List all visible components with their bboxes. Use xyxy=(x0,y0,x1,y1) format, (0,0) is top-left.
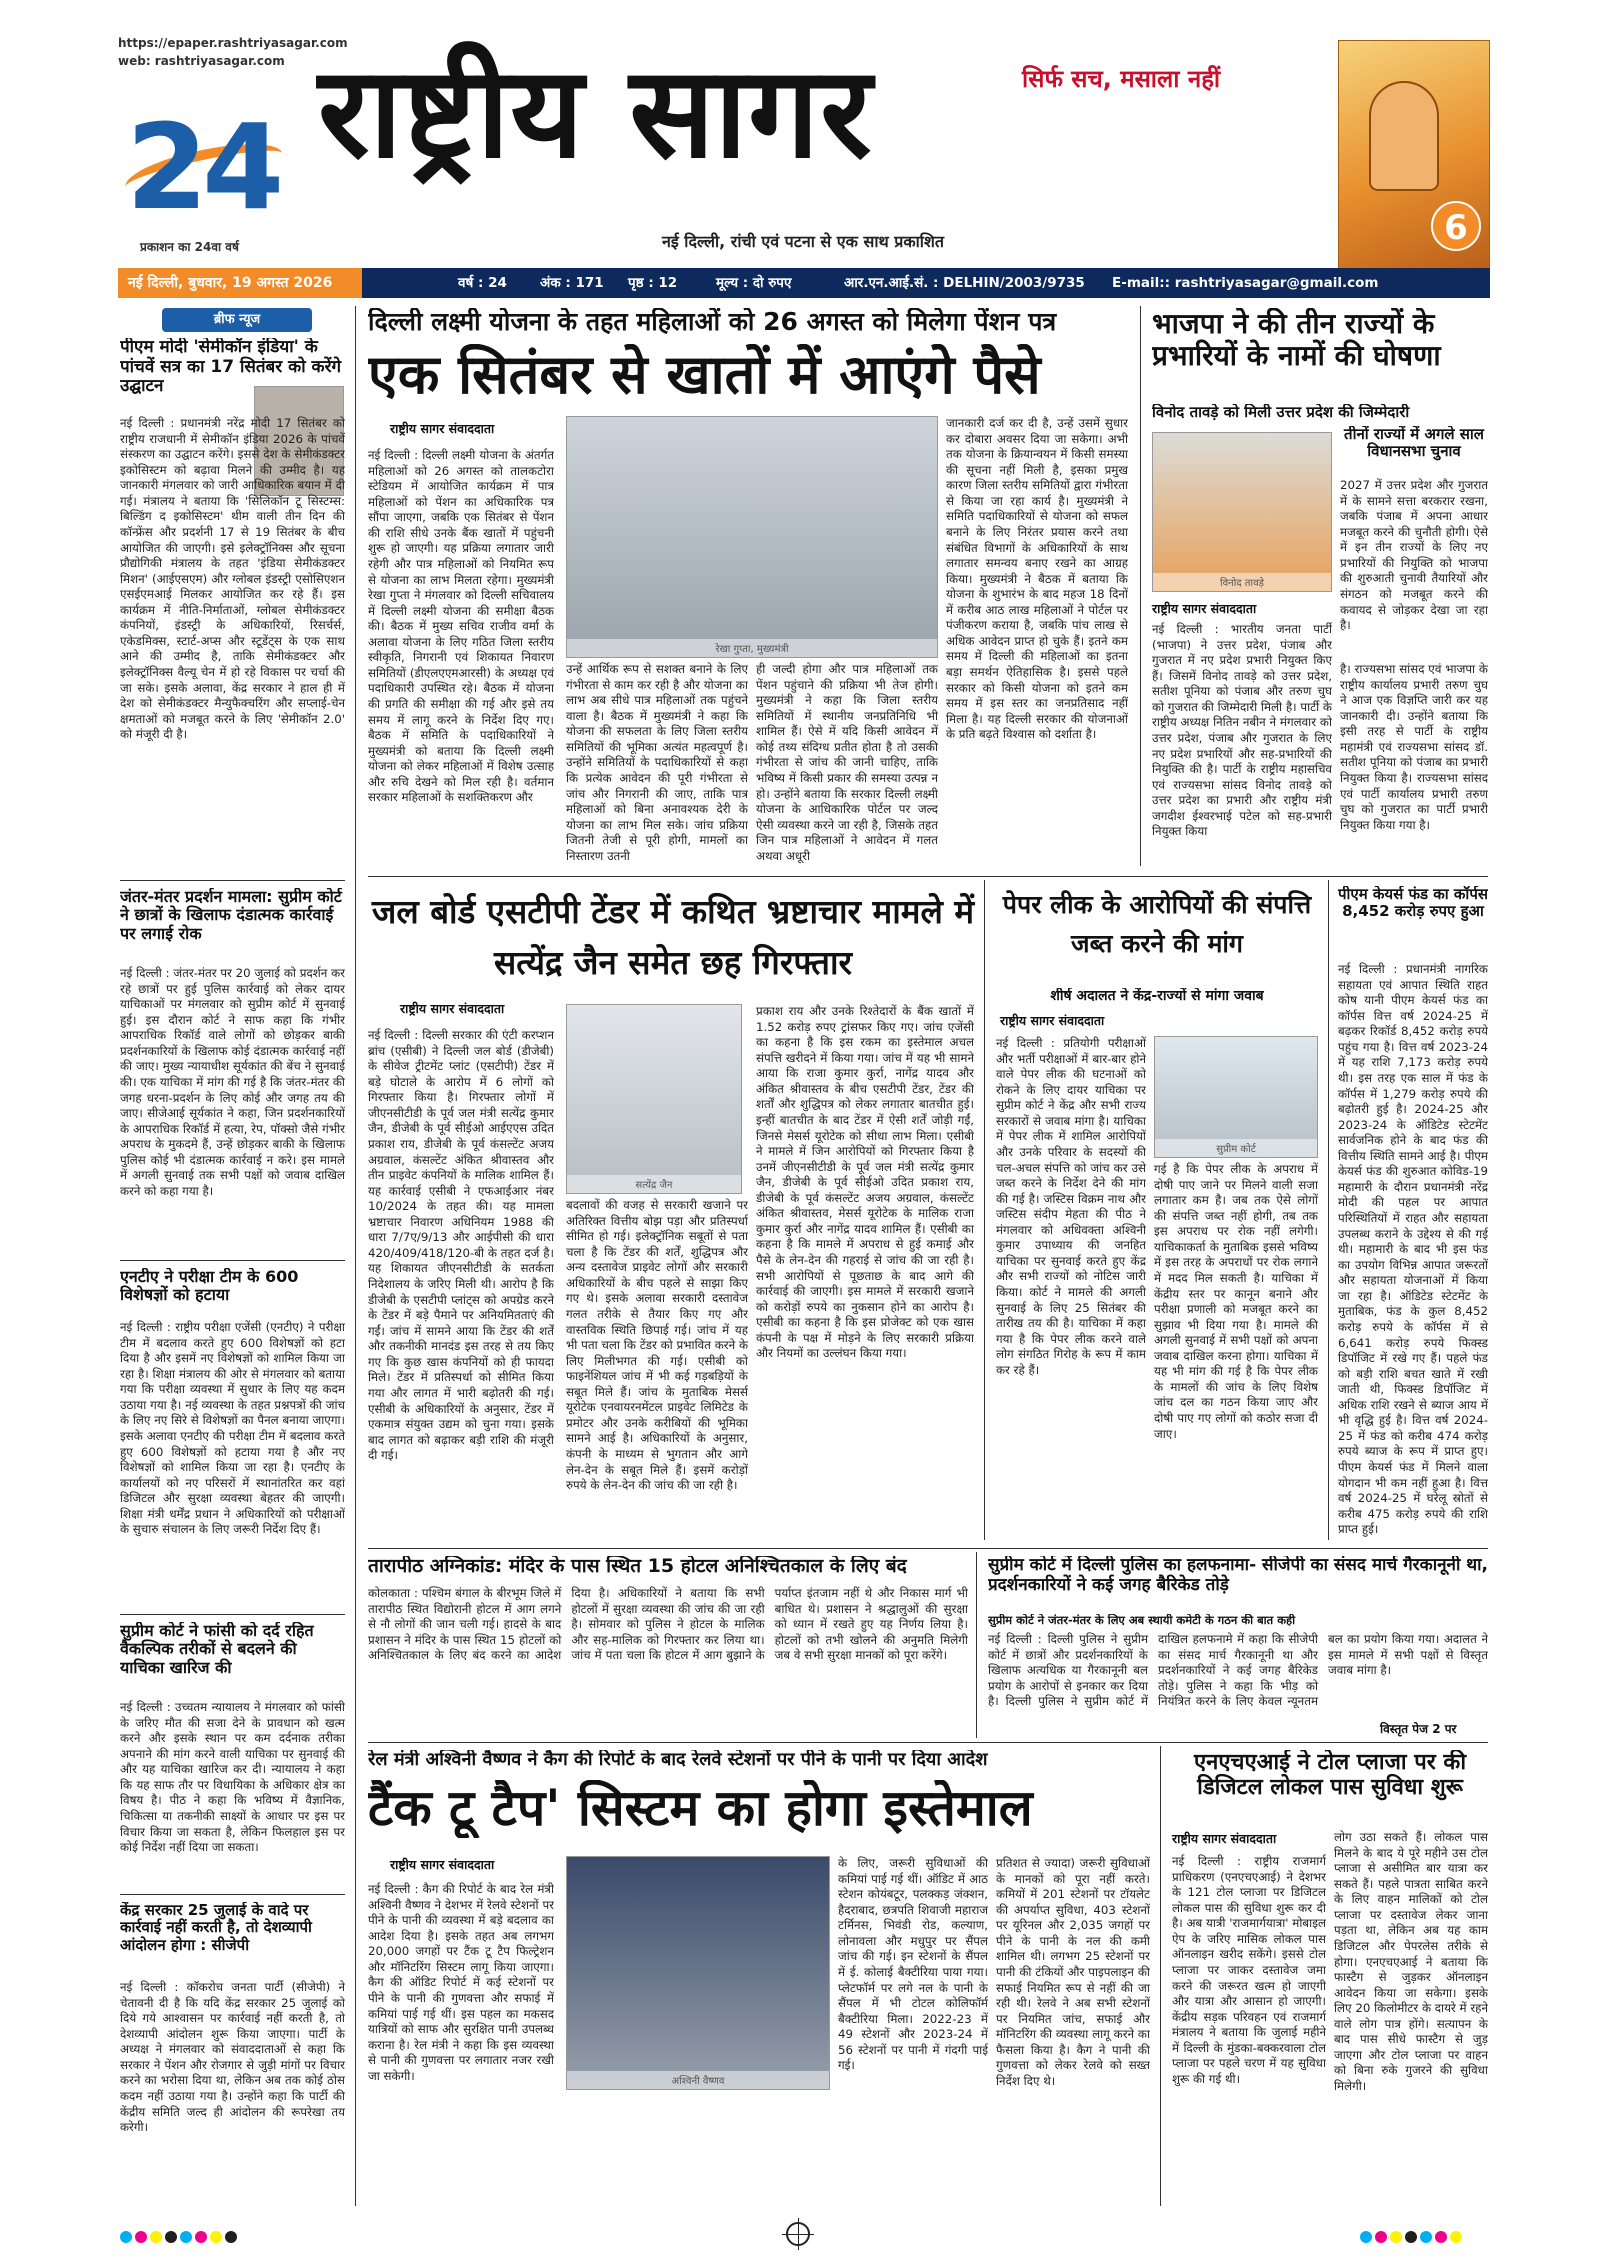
ad-number: 6 xyxy=(1431,201,1481,251)
jalboard-col-2: बदलावों की वजह से सरकारी खजाने पर अतिरिक्त वित्तीय बोझ पड़ा और प्रतिस्पर्धा सीमित हो गई। इलेक्ट्रॉनिक सबूतों से पता चला है कि टेंडर की शर्तें, शुद्धिपत्र और अन्य दस्तावेज प्राइवेट लोगों और सरकारी अधिकारियों के बीच पहले से साझा किए गए थे। इसके अलावा सरकारी दस्तावेज गलत तरीके से तैयार किए गए और वास्तविक स्थिति छिपाई गई। जांच में यह भी पता चला कि टेंडर को प्रभावित करने के लिए मिलीभगत की गई। एसीबी को फाइनेंशियल जांच में भी कई गड़बड़ियों के सबूत मिले हैं। जांच के मुताबिक मेसर्स यूरोटेक एनवायरनमेंटल प्राइवेट लिमिटेड के प्रमोटर और उनके करीबियों की भूमिका सामने आई है। अधिकारियों के अनुसार, कंपनी के माध्यम से भुगतान और आगे लेन-देन के सबूत मिले हैं। इसमें करोड़ों रुपये के लेन-देन की जांच की जा रही है। xyxy=(566,1198,748,1493)
jalboard-col-1: नई दिल्ली : दिल्ली सरकार की एंटी करप्शन ब्रांच (एसीबी) ने दिल्ली जल बोर्ड (डीजेबी) के सीवेज ट्रीटमेंट प्लांट (एसटीपी) टेंडर में बड़े घोटाले के आरोप में 6 लोगों को गिरफ्तार किया है। गिरफ्तार लोगों में जीएनसीटीडी के पूर्व जल मंत्री सत्येंद्र कुमार जैन, डीजेबी के पूर्व सीईओ आईएएस उदित प्रकाश राय, डीजेबी के पूर्व कंसल्टेंट अजय अग्रवाल, कंसल्टेंट अंकित श्रीवास्तव और तीन प्राइवेट कंपनियों के मालिक शामिल हैं। यह कार्रवाई एसीबी ने एफआईआर नंबर 10/2024 के तहत की। यह मामला भ्रष्टाचार निवारण अधिनियम 1988 की धारा 7/7ए/9/13 और आईपीसी की धारा 420/409/418/120-बी के तहत दर्ज है। यह शिकायत जीएनसीटीडी के सतर्कता निदेशालय के जरिए मिली थी। आरोप है कि डीजेबी के एसटीपी प्लांट्स को अपग्रेड करने के टेंडर में बड़े पैमाने पर अनियमितताएं की गईं। जांच में सामने आया कि टेंडर की शर्तें और तकनीकी मानदंड इस तरह से तय किए गए कि कुछ खास कंपनियों को ही फायदा मिले। टेंडर में प्रतिस्पर्धा को सीमित किया गया और लागत में भारी बढ़ोतरी की गई। एसीबी के अधिकारियों के अनुसार, टेंडर में एकमात्र संयुक्त उद्यम को चुना गया। इसके बाद लागत को बढ़ाकर बड़ी राशि की मंजूरी दी गई। xyxy=(368,1028,554,1463)
tarapith-body: कोलकाता : पश्चिम बंगाल के बीरभूम जिले में तारापीठ स्थित विद्योरानी होटल में आग लगने से नौ लोगों की जान चली गई। हादसे के बाद प्रशासन ने मंदिर के पास स्थित 15 होटलों को अनिश्चितकाल के लिए बंद करने का आदेश दिया है। अधिकारियों ने बताया कि सभी होटलों में सुरक्षा व्यवस्था की जांच की जा रही है। सोमवार को पुलिस ने होटल के मालिक और सह-मालिक को गिरफ्तार कर लिया था। जांच में पता चला कि होटल में आग बुझाने के पर्याप्त इंतजाम नहीं थे और निकास मार्ग भी बाधित थे। प्रशासन ने श्रद्धालुओं की सुरक्षा को ध्यान में रखते हुए यह निर्णय लिया है। होटलों को तभी खोलने की अनुमति मिलेगी जब वे सभी सुरक्षा मानकों को पूरा करेंगे। xyxy=(368,1586,968,1663)
lead-col-3: ही जल्दी होगा और पात्र महिलाओं तक पेंशन पहुंचाने की प्रक्रिया भी तेज होगी। मुख्यमंत्री ने कहा कि जिला स्तरीय समितियों में स्थानीय जनप्रतिनिधि भी शामिल हैं। ऐसे में यदि किसी आवेदन में कोई तथ्य संदिग्ध प्रतीत होता है तो उसकी गंभीरता से जांच की जानी चाहिए, ताकि भविष्य में किसी प्रकार की समस्या उत्पन्न न हो। उन्होंने बताया कि सरकार दिल्ली लक्ष्मी योजना के आधिकारिक पोर्टल पर जल्द ऐसी व्यवस्था करने जा रही है, जिसके तहत जिन पात्र महिलाओं ने आवेदन में गलत अथवा अधूरी xyxy=(756,662,938,863)
volume: वर्ष : 24 xyxy=(458,275,507,291)
jalboard-photo xyxy=(566,1004,742,1194)
logo-caption: प्रकाशन का 24वा वर्ष xyxy=(140,240,239,254)
brief-5-headline: केंद्र सरकार 25 जुलाई के वादे पर कार्रवाई नहीं करती है, तो देशव्यापी आंदोलन होगा : सीजेपी xyxy=(120,1902,312,1954)
scpolice-headline: सुप्रीम कोर्ट में दिल्ली पुलिस का हलफनामा- सीजेपी का संसद मार्च गैरकानूनी था, प्रदर्शनकारियों ने कई जगह बैरिकेड तोड़े xyxy=(988,1556,1488,1595)
lead-col-4: जानकारी दर्ज कर दी है, उन्हें उसमें सुधार कर दोबारा अवसर दिया जा सकेगा। अभी तक योजना के क्रियान्वयन में किसी समस्या की सूचना नहीं मिली है, इसका प्रमुख कारण जिला स्तरीय समितियों द्वारा गंभीरता से किया जा रहा कार्य है। मुख्यमंत्री ने समिति पदाधिकारियों से योजना को सफल बनाने के लिए निरंतर प्रयास करने तथा संबंधित विभागों के अधिकारियों के साथ लगातार समन्वय बनाए रखने का आग्रह किया। मुख्यमंत्री ने बैठक में बताया कि योजना के शुभारंभ के बाद महज 18 दिनों में करीब आठ लाख महिलाओं ने पोर्टल पर पंजीकरण कराया है, जबकि पांच लाख से अधिक आवेदन प्राप्त हो चुके हैं। इतने कम समय में दिल्ली की महिलाओं का इतना बड़ा समर्थन ऐतिहासिक है। इससे पहले सरकार को किसी योजना को इतने कम समय में इस स्तर का जनप्रतिसाद नहीं मिला है। यह दिल्ली सरकार की योजनाओं के प्रति बढ़ते विश्वास को दर्शाता है। xyxy=(946,416,1128,742)
paperleak-byline: राष्ट्रीय सागर संवाददाता xyxy=(1000,1013,1105,1028)
masthead-title: राष्ट्रीय सागर xyxy=(318,39,873,186)
bjp-col-2: है। राज्यसभा सांसद एवं भाजपा के राष्ट्रीय कार्यालय प्रभारी तरुण चुघ ने आज एक विज्ञप्ति जारी कर यह जानकारी दी। उन्होंने बताया कि इसी तरह से पार्टी के राष्ट्रीय महामंत्री एवं राज्यसभा सांसद डॉ. सतीश पूनिया को पंजाब का प्रभारी नियुक्त किया है। राज्यसभा सांसद एवं पार्टी कार्यालय प्रभारी तरुण चुघ को गुजरात का पार्टी प्रभारी नियुक्त किया गया है। xyxy=(1340,662,1488,832)
registration-dots-left xyxy=(120,2228,240,2247)
railway-col-3: प्रतिशत से ज्यादा) जरूरी सुविधाओं के मानकों को पूरा नहीं करते। कमियों में 201 स्टेशनों पर टॉयलेट की अपर्याप्त सुविधा, 403 स्टेशनों पर यूरिनल और 2,035 जगहों पर पीने के पानी के नल की कमी शामिल थी। लगभग 25 स्टेशनों पर पानी की टंकियों और पाइपलाइन की सफाई नियमित रूप से नहीं की जा रही थी। रेलवे ने अब सभी स्टेशनों पर नियमित जांच, सफाई और मॉनिटरिंग की व्यवस्था लागू करने का फैसला किया है। कैग ने पानी की गुणवत्ता को लेकर रेलवे को सख्त निर्देश दिए थे। xyxy=(996,1856,1150,2088)
scpolice-body: नई दिल्ली : दिल्ली पुलिस ने सुप्रीम कोर्ट में छात्रों और प्रदर्शनकारियों के खिलाफ अत्यधिक या गैरकानूनी बल प्रयोग के आरोपों से इनकार कर दिया है। दिल्ली पुलिस ने सुप्रीम कोर्ट में दाखिल हलफनामे में कहा कि सीजेपी का संसद मार्च गैरकानूनी था और प्रदर्शनकारियों ने कई जगह बैरिकेड तोड़े। पुलिस ने कहा कि भीड़ को नियंत्रित करने के लिए केवल न्यूनतम बल का प्रयोग किया गया। अदालत ने इस मामले में सभी पक्षों से विस्तृत जवाब मांगा है। xyxy=(988,1632,1488,1709)
railway-headline: टैंक टू टैप' सिस्टम का होगा इस्तेमाल xyxy=(368,1780,1033,1837)
logo-number: 24 xyxy=(126,98,279,236)
railway-col-1: नई दिल्ली : कैग की रिपोर्ट के बाद रेल मंत्री अश्विनी वैष्णव ने देशभर में रेलवे स्टेशनों पर पीने के पानी की व्यवस्था में बड़े बदलाव का आदेश दिया है। इसके तहत अब लगभग 20,000 जगहों पर टैंक टू टैप फिल्ट्रेशन और मॉनिटरिंग सिस्टम लागू किया जाएगा। कैग की ऑडिट रिपोर्ट में कई स्टेशनों पर पीने के पानी की गुणवत्ता और सफाई में कमियां पाई गई थीं। इस पहल का मकसद यात्रियों को साफ और सुरक्षित पानी उपलब्ध कराना है। रेल मंत्री ने कहा कि इस व्यवस्था से पानी की गुणवत्ता पर लगातार नजर रखी जा सकेगी। xyxy=(368,1882,554,2083)
lead-kicker: दिल्ली लक्ष्मी योजना के तहत महिलाओं को 26 अगस्त को मिलेगा पेंशन पत्र xyxy=(368,308,1057,336)
paperleak-photo xyxy=(1154,1036,1318,1158)
railway-col-2: के लिए, जरूरी सुविधाओं की कमियां पाई गई थीं। ऑडिट में आठ स्टेशन कोयंबटूर, पलक्कड़ जंक्शन, हैदराबाद, छत्रपति शिवाजी महाराज टर्मिनस, भिवंडी रोड, कल्याण, लोनावला और मधुपुर पर सैंपल जांच की गई। इन स्टेशनों के सैंपल में ई. कोलाई बैक्टीरिया पाया गया। प्लेटफॉर्म पर लगे नल के पानी के सैंपल में भी टोटल कोलिफॉर्म बैक्टीरिया मिला। 2022-23 में 49 स्टेशनों और 2023-24 में 56 स्टेशनों पर पानी में गंदगी पाई गई। xyxy=(838,1856,988,2073)
bjp-col-1: नई दिल्ली : भारतीय जनता पार्टी (भाजपा) ने उत्तर प्रदेश, पंजाब और गुजरात में नए प्रदेश प्रभारी नियुक्त किए हैं। जिसमें विनोद तावड़े को उत्तर प्रदेश, सतीश पूनिया को पंजाब और तरुण चुघ को गुजरात की जिम्मेदारी मिली है। पार्टी के राष्ट्रीय अध्यक्ष नितिन नबीन ने मंगलवार को उत्तर प्रदेश, पंजाब और गुजरात के लिए नए प्रदेश प्रभारियों और सह-प्रभारियों की नियुक्ति की है। पार्टी के राष्ट्रीय महासचिव एवं राज्यसभा सांसद विनोद तावड़े को उत्तर प्रदेश का प्रभारी और राष्ट्रीय मंत्री जगदीश ईश्वरभाई पटेल को सह-प्रभारी नियुक्त किया xyxy=(1152,622,1332,839)
brief-1-body: नई दिल्ली : प्रधानमंत्री नरेंद्र मोदी 17 सितंबर को राष्ट्रीय राजधानी में सेमीकॉन इंडिया 2026 के पांचवें संस्करण का उद्घाटन करेंगे। इससे देश के सेमीकंडक्टर इकोसिस्टम को बढ़ावा मिलने की उम्मीद है। यह जानकारी मंगलवार को जारी आधिकारिक बयान में दी गई। मंत्रालय ने बताया कि 'सिलिकॉन टू सिस्टम्स: बिल्डिंग द इकोसिस्टम' थीम वाली तीन दिन की कॉन्फ्रेंस और प्रदर्शनी 17 से 19 सितंबर के बीच आयोजित की जाएगी। इसे इलेक्ट्रॉनिक्स और सूचना प्रौद्योगिकी मंत्रालय के तहत 'इंडिया सेमीकंडक्टर मिशन' (आईएसएम) और ग्लोबल इंडस्ट्री एसोसिएशन एसईएमआई मिलकर आयोजित कर रहे हैं। इस कार्यक्रम में नीति-निर्माताओं, ग्लोबल सेमीकंडक्टर कंपनियों, इंडस्ट्री के अधिकारियों, रिसर्चर्स, एकेडमिक्स, स्टार्ट-अप्स और स्टूडेंट्स के एक साथ आने की उम्मीद है, ताकि सेमीकंडक्टर और इलेक्ट्रॉनिक्स वैल्यू चेन में हो रहे विकास पर चर्चा की जा सके। इसके अलावा, केंद्र सरकार ने हाल ही में देश को सेमीकंडक्टर मैन्युफैक्चरिंग और सप्लाई-चेन क्षमताओं को मजबूत करने के लिए 'सेमीकॉन 2.0' को मंजूरी दी है। xyxy=(120,416,345,742)
paperleak-col-1: नई दिल्ली : प्रतियोगी परीक्षाओं और भर्ती परीक्षाओं में बार-बार होने वाले पेपर लीक की घटनाओं को रोकने के लिए दायर याचिका पर सुप्रीम कोर्ट ने केंद्र और सभी राज्य सरकारों से जवाब मांगा है। याचिका में पेपर लीक में शामिल आरोपियों और उनके परिवार के सदस्यों की चल-अचल संपत्ति को जांच कर उसे जब्त करने के निर्देश देने की मांग की गई है। जस्टिस विक्रम नाथ और जस्टिस संदीप मेहता की पीठ ने मंगलवार को अधिवक्ता अश्विनी कुमार उपाध्याय की जनहित याचिका पर सुनवाई करते हुए केंद्र और सभी राज्यों को नोटिस जारी किया। कोर्ट ने मामले की अगली सुनवाई के लिए 25 सितंबर की तारीख तय की है। याचिका में कहा गया है कि पेपर लीक करने वाले लोग संगठित गिरोह के रूप में काम कर रहे हैं। xyxy=(996,1036,1146,1377)
nhai-headline: एनएचएआई ने टोल प्लाजा पर की डिजिटल लोकल पास सुविधा शुरू xyxy=(1193,1750,1467,1801)
web-url[interactable]: web: rashtriyasagar.com xyxy=(118,54,285,68)
paperleak-col-2: गई है कि पेपर लीक के अपराध में दोषी पाए जाने पर मिलने वाली सजा लगातार कम है। जब तक ऐसे लोगों की संपत्ति जब्त नहीं होगी, तब तक इस अपराध पर रोक नहीं लगेगी। याचिकाकर्ता के मुताबिक इससे भविष्य में इस तरह के अपराधों पर रोक लगाने में मदद मिल सकती है। याचिका में केंद्रीय स्तर पर कानून बनाने और परीक्षा प्रणाली को मजबूत करने का सुझाव भी दिया गया है। मामले की अगली सुनवाई में सभी पक्षों को अपना जवाब दाखिल करना होगा। याचिका में यह भी मांग की गई है कि पेपर लीक के मामलों की जांच के लिए विशेष जांच दल का गठन किया जाए और दोषी पाए गए लोगों को कठोर सजा दी जाए। xyxy=(1154,1162,1318,1441)
pmcares-headline: पीएम केयर्स फंड का कॉर्पस 8,452 करोड़ रुपए हुआ xyxy=(1338,886,1488,921)
nhai-col-1: नई दिल्ली : राष्ट्रीय राजमार्ग प्राधिकरण (एनएचएआई) ने देशभर के 121 टोल प्लाजा पर डिजिटल लोकल पास की सुविधा शुरू कर दी है। अब यात्री 'राजमार्गयात्रा' मोबाइल ऐप के जरिए मासिक लोकल पास ऑनलाइन खरीद सकेंगे। इससे टोल प्लाजा पर जाकर दस्तावेज जमा करने की जरूरत खत्म हो जाएगी और यात्रा और आसान हो जाएगी। केंद्रीय सड़क परिवहन एवं राजमार्ग मंत्रालय ने बताया कि जुलाई महीने में दिल्ली के मुंडका-बक्करवाला टोल प्लाजा पर पहले चरण में यह सुविधा शुरू की गई थी। xyxy=(1172,1854,1326,2086)
brief-4-headline: सुप्रीम कोर्ट ने फांसी को दर्द रहित वैकल्पिक तरीकों से बदलने की याचिका खारिज की xyxy=(120,1622,314,1677)
jalboard-col-3: प्रकाश राय और उनके रिश्तेदारों के बैंक खातों में 1.52 करोड़ रुपए ट्रांसफर किए गए। जांच एजेंसी का कहना है कि इस रकम का इस्तेमाल अचल संपत्ति खरीदने में किया गया। जांच में यह भी सामने आया कि राजा कुमार कुर्रा, नागेंद्र यादव और अंकित श्रीवास्तव के बीच एसटीपी टेंडर, टेंडर की शर्तों और शुद्धिपत्र को लेकर लगातार बातचीत हुई। इन्हीं बातचीत के बाद टेंडर में ऐसी शर्तें जोड़ी गईं, जिनसे मेसर्स यूरोटेक को सीधा लाभ मिला। एसीबी ने मामले में जिन आरोपियों को गिरफ्तार किया है उनमें जीएनसीटीडी के पूर्व जल मंत्री सत्येंद्र कुमार जैन, डीजेबी के पूर्व सीईओ उदित प्रकाश राय, डीजेबी के पूर्व कंसल्टेंट अजय अग्रवाल, कंसल्टेंट अंकित श्रीवास्तव, मेसर्स यूरोटेक के मालिक राजा कुमार कुर्रा और नागेंद्र यादव शामिल हैं। एसीबी का कहना है कि मामले में अपराध से हुई कमाई और पैसे के लेन-देन की गहराई से जांच की जा रही है। सभी आरोपियों से पूछताछ के बाद आगे की कार्रवाई की जाएगी। इस मामले में सरकारी खजाने को करोड़ों रुपये का नुकसान होने का आरोप है। एसीबी का कहना है कि इस प्रोजेक्ट को एक खास कंपनी के पक्ष में मोड़ने के लिए सरकारी प्रक्रिया और नियमों का उल्लंघन किया गया। xyxy=(756,1004,974,1361)
jalboard-photo-caption: सत्येंद्र जैन xyxy=(567,1175,741,1193)
tagline: सिर्फ सच, मसाला नहीं xyxy=(1022,65,1221,93)
nhai-col-2: लोग उठा सकते हैं। लोकल पास मिलने के बाद ये पूरे महीने उस टोल प्लाजा से असीमित बार यात्रा कर सकते हैं। पहले पात्रता साबित करने के लिए वाहन मालिकों को टोल प्लाजा पर दस्तावेज लेकर जाना पड़ता था, लेकिन अब यह काम डिजिटल और पेपरलेस तरीके से होगा। एनएचएआई ने बताया कि फास्टैग से जुड़कर ऑनलाइन आवेदन किया जा सकेगा। इसके लिए 20 किलोमीटर के दायरे में रहने वाले लोग पात्र होंगे। सत्यापन के बाद पास सीधे फास्टैग से जुड़ जाएगा और टोल प्लाजा पर वाहन को बिना रुके गुजरने की सुविधा मिलेगी। xyxy=(1334,1830,1488,2093)
lead-col-2: उन्हें आर्थिक रूप से सशक्त बनाने के लिए गंभीरता से काम कर रही है और योजना का लाभ अब सीधे पात्र महिलाओं तक पहुंचने वाला है। बैठक में मुख्यमंत्री ने कहा कि योजना की सफलता के लिए जिला स्तरीय समितियों की भूमिका अत्यंत महत्वपूर्ण है। उन्होंने समितियों के पदाधिकारियों से कहा कि प्रत्येक आवेदन की पूरी गंभीरता से जांच और निगरानी की जाए, ताकि पात्र महिलाओं को बिना अनावश्यक देरी के योजना का लाभ मिल सके। जांच प्रक्रिया जितनी तेजी से पूरी होगी, मामलों का निस्तारण उतनी xyxy=(566,662,748,863)
epaper-url[interactable]: https://epaper.rashtriyasagar.com xyxy=(118,36,348,50)
railway-photo-caption: अश्विनी वैष्णव xyxy=(567,2071,829,2089)
rni-number: आर.एन.आई.सं. : DELHIN/2003/9735 xyxy=(844,275,1085,291)
bjp-intro: 2027 में उत्तर प्रदेश और गुजरात में के सामने सत्ता बरकरार रखना, जबकि पंजाब में अपना आधार मजबूत करने की चुनौती होगी। ऐसे में इन तीन राज्यों के लिए नए प्रभारियों की नियुक्ति को भाजपा की शुरुआती चुनावी तैयारियों और संगठन को मजबूत करने की कवायद से जोड़कर देखा जा रहा है। xyxy=(1340,478,1488,633)
brief-2-headline: जंतर-मंतर प्रदर्शन मामला: सुप्रीम कोर्ट ने छात्रों के खिलाफ दंडात्मक कार्रवाई पर लगाई रोक xyxy=(120,888,342,943)
brief-3-headline: एनटीए ने परीक्षा टीम के 600 विशेषज्ञों को हटाया xyxy=(120,1268,299,1305)
lead-col-1: नई दिल्ली : दिल्ली लक्ष्मी योजना के अंतर्गत महिलाओं को 26 अगस्त को तालकटोरा स्टेडियम में आयोजित कार्यक्रम में पात्र महिलाओं को पेंशन का अधिकारिक पत्र सौंपा जाएगा, जबकि एक सितंबर से पेंशन की राशि सीधे उनके बैंक खातों में पहुंचनी शुरू हो जाएगी। यह प्रक्रिया लगातार जारी रहेगी और पात्र महिलाओं को नियमित रूप से योजना का लाभ मिलता रहेगा। मुख्यमंत्री रेखा गुप्ता ने मंगलवार को दिल्ली सचिवालय में दिल्ली लक्ष्मी योजना की समीक्षा बैठक की। बैठक में मुख्य सचिव राजीव वर्मा के अलावा योजना के लिए गठित जिला स्तरीय स्वीकृति, निगरानी एवं शिकायत निवारण समितियों (डीएलएएमआरसी) के अध्यक्ष एवं पदाधिकारी उपस्थित रहे। बैठक में योजना की प्रगति की समीक्षा की गई और इसे तय समय में लागू करने के निर्देश दिए गए। बैठक में समिति के पदाधिकारियों ने मुख्यमंत्री को बताया कि दिल्ली लक्ष्मी योजना को लेकर महिलाओं में विशेष उत्साह और रुचि देखने को मिल रही है। वर्तमान सरकार महिलाओं के सशक्तिकरण और xyxy=(368,448,554,805)
registration-dots-right xyxy=(1360,2228,1465,2247)
brief-3-body: नई दिल्ली : राष्ट्रीय परीक्षा एजेंसी (एनटीए) ने परीक्षा टीम में बदलाव करते हुए 600 विशेषज्ञों को हटा दिया है और इसमें नए विशेषज्ञों को शामिल किया जा रहा है। शिक्षा मंत्रालय की ओर से मंगलवार को बताया गया कि परीक्षा व्यवस्था में सुधार के लिए यह कदम उठाया गया है। नई व्यवस्था के तहत प्रश्नपत्रों की जांच के लिए नए सिरे से विशेषज्ञों का पैनल बनाया जाएगा। इसके अलावा एनटीए की परीक्षा टीम में बदलाव करते हुए 600 विशेषज्ञों को हटाया गया है और नए विशेषज्ञों को शामिल किया जा रहा है। एनटीए के कार्यालयों को नए परिसरों में स्थानांतरित कर वहां डिजिटल और सुरक्षा व्यवस्था बेहतर की जाएगी। शिक्षा मंत्री धर्मेंद्र प्रधान ने अधिकारियों को परीक्षाओं के सुचारु संचालन के लिए जरूरी निर्देश दिए हैं। xyxy=(120,1320,345,1537)
brief-news-label: ब्रीफ न्यूज xyxy=(162,308,312,332)
price: मूल्य : दो रुपए xyxy=(716,275,792,291)
issue-number: अंक : 171 xyxy=(540,275,604,291)
registration-crosshair-icon xyxy=(786,2222,810,2246)
bjp-headline: भाजपा ने की तीन राज्यों के प्रभारियों के नामों की घोषणा xyxy=(1152,308,1441,373)
email-link[interactable]: E-mail:: rashtriyasagar@gmail.com xyxy=(1112,275,1379,291)
page-count: पृष्ठ : 12 xyxy=(628,275,678,291)
ad-saint-image[interactable] xyxy=(1338,40,1490,272)
bjp-photo xyxy=(1152,432,1332,592)
tarapith-headline: तारापीठ अग्निकांड: मंदिर के पास स्थित 15 होटल अनिश्चितकाल के लिए बंद xyxy=(368,1556,907,1577)
bjp-subheadline-2: तीनों राज्यों में अगले साल विधानसभा चुनाव xyxy=(1344,426,1484,461)
railway-byline: राष्ट्रीय सागर संवाददाता xyxy=(390,1857,495,1872)
lead-byline: राष्ट्रीय सागर संवाददाता xyxy=(390,421,495,436)
lead-photo-caption: रेखा गुप्ता, मुख्यमंत्री xyxy=(567,639,937,657)
scpolice-subheadline: सुप्रीम कोर्ट ने जंतर-मंतर के लिए अब स्थायी कमेटी के गठन की बात कही xyxy=(988,1614,1296,1627)
pmcares-body: नई दिल्ली : प्रधानमंत्री नागरिक सहायता एवं आपात स्थिति राहत कोष यानी पीएम केयर्स फंड का कॉर्पस वित्त वर्ष 2024-25 में बढ़कर रिकॉर्ड 8,452 करोड़ रुपये पहुंच गया है। वित्त वर्ष 2023-24 में यह राशि 7,173 करोड़ रुपये थी। इस तरह एक साल में फंड के कॉर्पस में 1,279 करोड़ रुपये की बढ़ोतरी हुई है। 2024-25 और 2023-24 के ऑडिटेड स्टेटमेंट सार्वजनिक होने के बाद फंड की वित्तीय स्थिति सामने आई है। पीएम केयर्स फंड की शुरुआत कोविड-19 महामारी के दौरान प्रधानमंत्री नरेंद्र मोदी की पहल पर आपात परिस्थितियों में राहत और सहायता उपलब्ध कराने के उद्देश्य से की गई थी। महामारी के बाद भी इस फंड का उपयोग विभिन्न आपात जरूरतों और सहायता योजनाओं में किया जा रहा है। ऑडिटेड स्टेटमेंट के मुताबिक, फंड के कुल 8,452 करोड़ रुपये के कॉर्पस में से 6,641 करोड़ रुपये फिक्स्ड डिपॉजिट में रखे गए हैं। पहले फंड को बड़ी राशि बचत खाते में रखी जाती थी, फिक्स्ड डिपॉजिट में अधिक राशि रखने से ब्याज आय में भी वृद्धि हुई है। वित्त वर्ष 2024-25 में फंड को करीब 474 करोड़ रुपये ब्याज के रूप में प्राप्त हुए। पीएम केयर्स फंड में मिलने वाला योगदान भी कम नहीं हुआ है। वित्त वर्ष 2024-25 में घरेलू स्रोतों से करीब 475 करोड़ रुपये की राशि प्राप्त हुई। xyxy=(1338,962,1488,1537)
jalboard-headline: जल बोर्ड एसटीपी टेंडर में कथित भ्रष्टाचार मामले में सत्येंद्र जैन समेत छह गिरफ्तार xyxy=(371,892,975,983)
jalboard-byline: राष्ट्रीय सागर संवाददाता xyxy=(400,1001,505,1016)
brief-2-body: नई दिल्ली : जंतर-मंतर पर 20 जुलाई को प्रदर्शन कर रहे छात्रों पर हुई पुलिस कार्रवाई को लेकर दायर याचिकाओं पर मंगलवार को सुप्रीम कोर्ट में सुनवाई हुई। इस दौरान कोर्ट ने साफ कहा कि गंभीर आपराधिक रिकॉर्ड वाले लोगों को छोड़कर बाकी प्रदर्शनकारियों के खिलाफ कोई दंडात्मक कार्रवाई नहीं की जाए। मुख्य न्यायाधीश सूर्यकांत की बेंच ने सुनवाई की। एक याचिका में मांग की गई है कि जंतर-मंतर की जगह धरना-प्रदर्शन के लिए कोई और जगह तय की जाए। सीजेआई सूर्यकांत ने कहा, जिन प्रदर्शनकारियों के आपराधिक रिकॉर्ड में हत्या, रेप, पॉक्सो जैसे गंभीर अपराध के मुकदमे हैं, उन्हें छोड़कर बाकी के खिलाफ पुलिस कोई भी दंडात्मक कार्रवाई न करे। इस मामले में अगली सुनवाई तक सभी पक्षों को जवाब दाखिल करने को कहा गया है। xyxy=(120,966,345,1198)
paperleak-headline: पेपर लीक के आरोपियों की संपत्ति जब्त करने की मांग xyxy=(1002,890,1312,958)
brief-4-body: नई दिल्ली : उच्चतम न्यायालय ने मंगलवार को फांसी के जरिए मौत की सजा देने के प्रावधान को खत्म करने और इसके स्थान पर कम दर्दनाक तरीका अपनाने की मांग करने वाली याचिका पर सुनवाई की और यह याचिका खारिज कर दी। न्यायालय ने कहा कि यह साफ तौर पर विधायिका के अधिकार क्षेत्र का विषय है। पीठ ने कहा कि भविष्य में वैज्ञानिक, चिकित्सा या तकनीकी साक्ष्यों के आधार पर इस पर विचार किया जा सकता है, लेकिन फिलहाल इस पर कोई निर्देश नहीं दिया जा सकता। xyxy=(120,1700,345,1855)
bjp-subheadline-1: विनोद तावड़े को मिली उत्तर प्रदेश की जिम्मेदारी xyxy=(1152,404,1410,421)
lead-photo xyxy=(566,416,938,658)
logo xyxy=(118,88,296,256)
bjp-photo-caption: विनोद तावड़े xyxy=(1153,573,1331,591)
paperleak-photo-caption: सुप्रीम कोर्ट xyxy=(1155,1139,1317,1157)
masthead-subtitle: नई दिल्ली, रांची एवं पटना से एक साथ प्रकाशित xyxy=(662,232,944,251)
dateline: नई दिल्ली, बुधवार, 19 अगस्त 2026 xyxy=(118,268,362,298)
scpolice-continued[interactable]: विस्तृत पेज 2 पर xyxy=(1380,1722,1457,1736)
brief-5-body: नई दिल्ली : कॉकरोच जनता पार्टी (सीजेपी) ने चेतावनी दी है कि यदि केंद्र सरकार 25 जुलाई को दिये गये आश्वासन पर कार्रवाई नहीं करती है, तो देशव्यापी आंदोलन शुरू किया जाएगा। पार्टी के अध्यक्ष ने मंगलवार को संवाददाताओं से कहा कि सरकार ने पेंशन और रोजगार से जुड़ी मांगों पर विचार करने का भरोसा दिया था, लेकिन अब तक कोई ठोस कदम नहीं उठाया गया है। उन्होंने कहा कि पार्टी की केंद्रीय समिति जल्द ही आंदोलन की रूपरेखा तय करेगी। xyxy=(120,1980,345,2135)
railway-kicker: रेल मंत्री अश्विनी वैष्णव ने कैग की रिपोर्ट के बाद रेलवे स्टेशनों पर पीने के पानी पर दिया आदेश xyxy=(368,1750,988,1770)
brief-1-headline: पीएम मोदी 'सेमीकॉन इंडिया' के पांचवें सत्र का 17 सितंबर को करेंगे उद्घाटन xyxy=(120,338,342,397)
saint-figure-icon xyxy=(1369,81,1439,191)
paperleak-subheadline: शीर्ष अदालत ने केंद्र-राज्यों से मांगा जवाब xyxy=(1050,988,1264,1004)
lead-headline: एक सितंबर से खातों में आएंगे पैसे xyxy=(368,344,1041,406)
railway-photo xyxy=(566,1856,830,2090)
bjp-byline: राष्ट्रीय सागर संवाददाता xyxy=(1152,601,1257,616)
nhai-byline: राष्ट्रीय सागर संवाददाता xyxy=(1172,1831,1277,1846)
